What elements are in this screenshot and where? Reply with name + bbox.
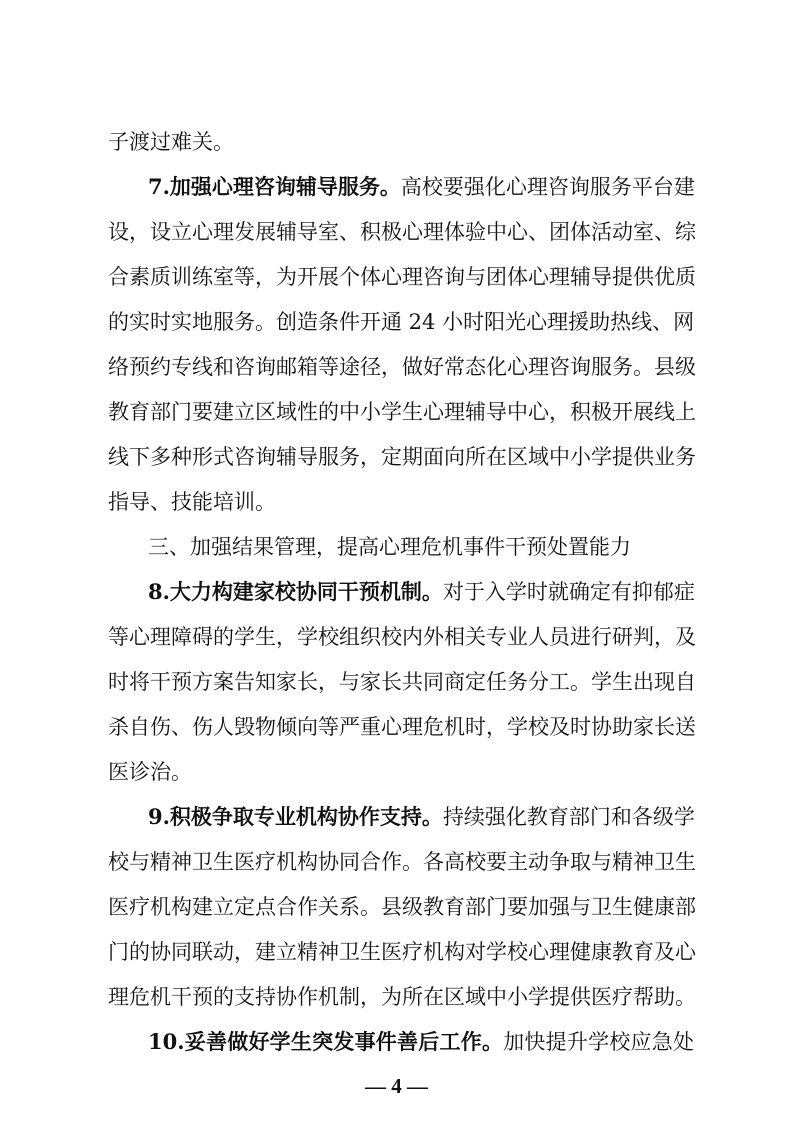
text-line: 门的协同联动，建立精神卫生医疗机构对学校心理健康教育及心 (108, 940, 696, 964)
text-line: 等心理障碍的学生，学校组织校内外相关专业人员进行研判，及 (108, 625, 696, 649)
paragraph-10-heading: 10.妥善做好学生突发事件善后工作。 (148, 1029, 504, 1054)
paragraph-8-first-line (148, 578, 694, 606)
text-run: 对于入学时就确定有抑郁症 (442, 580, 695, 604)
text-run: 高校要强化心理咨询服务平台建 (400, 175, 695, 199)
text-line: 子渡过难关。 (108, 130, 234, 154)
text-line: 络预约专线和咨询邮箱等途径，做好常态化心理咨询服务。县级 (108, 355, 696, 379)
paragraph-10-first-line (148, 1028, 694, 1056)
text-line: 线下多种形式咨询辅导服务，定期面向所在区域中小学提供业务 (108, 445, 696, 469)
text-line: 的实时实地服务。创造条件开通 24 小时阳光心理援助热线、网 (108, 310, 695, 334)
text-line: 设，设立心理发展辅导室、积极心理体验中心、团体活动室、综 (108, 220, 696, 244)
paragraph-7-first-line (148, 173, 694, 201)
text-line: 教育部门要建立区域性的中小学生心理辅导中心，积极开展线上 (108, 400, 696, 424)
section-heading: 三、加强结果管理，提高心理危机事件干预处置能力 (148, 535, 631, 559)
paragraph-9-first-line (148, 803, 694, 831)
text-line: 杀自伤、伤人毁物倾向等严重心理危机时，学校及时协助家长送 (108, 715, 696, 739)
text-run: 持续强化教育部门和各级学 (442, 805, 695, 829)
page-number: — 4 — (365, 1074, 428, 1098)
text-line: 校与精神卫生医疗机构协同合作。各高校要主动争取与精神卫生 (108, 850, 696, 874)
text-line: 指导、技能培训。 (108, 490, 276, 514)
text-line: 理危机干预的支持协作机制，为所在区域中小学提供医疗帮助。 (108, 985, 696, 1009)
text-run: 加快提升学校应急处 (503, 1030, 694, 1054)
text-line: 医诊治。 (108, 760, 192, 784)
text-line: 医疗机构建立定点合作关系。县级教育部门要加强与卫生健康部 (108, 895, 696, 919)
text-line: 时将干预方案告知家长，与家长共同商定任务分工。学生出现自 (108, 670, 696, 694)
paragraph-9-heading: 9.积极争取专业机构协作支持。 (148, 804, 443, 829)
paragraph-8-heading: 8.大力构建家校协同干预机制。 (148, 579, 443, 604)
text-line: 合素质训练室等，为开展个体心理咨询与团体心理辅导提供优质 (108, 265, 696, 289)
paragraph-7-heading: 7.加强心理咨询辅导服务。 (148, 174, 401, 199)
